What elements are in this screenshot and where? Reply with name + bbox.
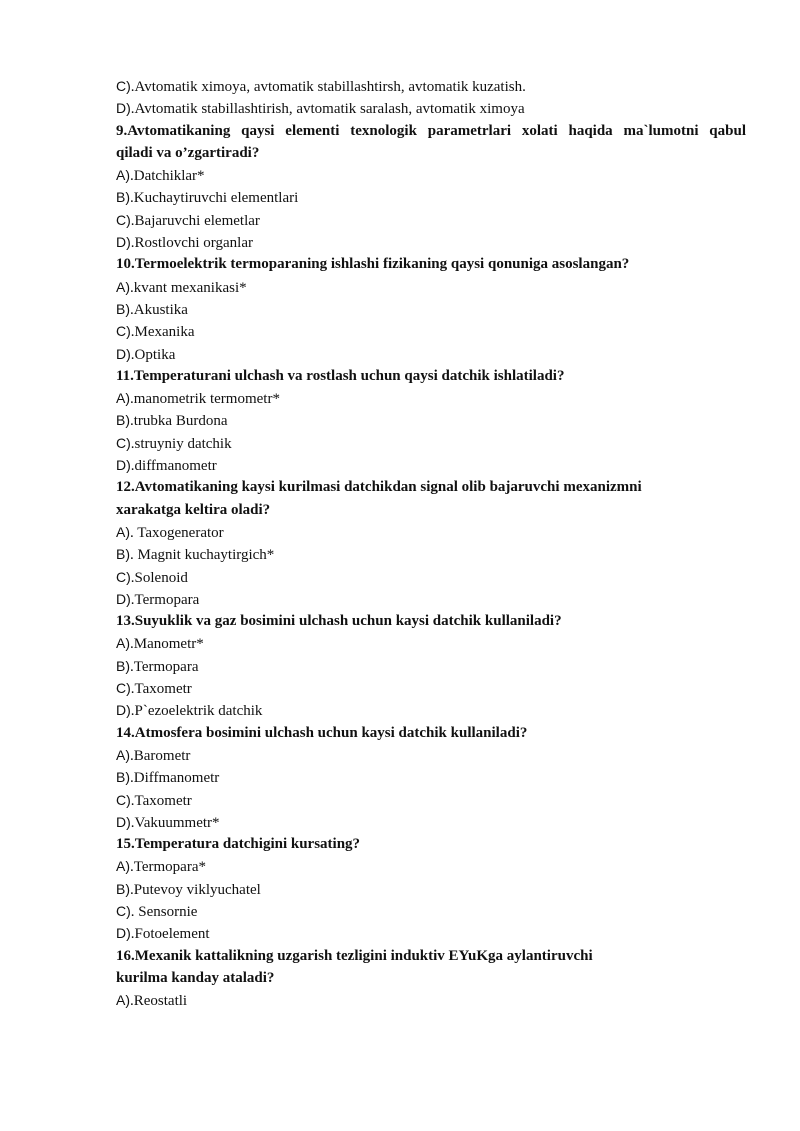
answer-option xyxy=(116,677,746,699)
option-text: .Mexanika xyxy=(130,324,195,341)
answer-option xyxy=(116,855,746,877)
option-letter: B) xyxy=(116,657,130,674)
option-text: .trubka Burdona xyxy=(130,413,228,430)
answer-option xyxy=(116,454,746,476)
option-letter: C) xyxy=(116,568,131,585)
answer-option xyxy=(116,276,746,298)
option-letter: D) xyxy=(116,925,131,942)
option-text: .Manometr* xyxy=(130,636,204,653)
option-letter: B) xyxy=(116,300,130,317)
answer-option xyxy=(116,298,746,320)
option-text: .Taxometr xyxy=(130,792,192,809)
option-text: .struyniy datchik xyxy=(130,435,232,452)
option-text: .Termopara xyxy=(130,658,199,675)
answer-option xyxy=(116,588,746,610)
answer-option xyxy=(116,521,746,543)
option-text: .Avtomatik ximoya, avtomatik stabillashtirsh, avtomatik kuzatish. xyxy=(130,79,526,95)
answer-option xyxy=(116,75,746,97)
answer-option xyxy=(116,878,746,900)
option-letter: B) xyxy=(116,189,130,206)
answer-option xyxy=(116,789,746,811)
option-letter: D) xyxy=(116,100,131,117)
option-letter: D) xyxy=(116,345,131,362)
option-letter: A) xyxy=(116,278,130,295)
option-letter: C) xyxy=(116,434,131,451)
answer-option xyxy=(116,343,746,365)
option-letter: B) xyxy=(116,412,130,429)
question-line: xarakatga keltira oladi? xyxy=(116,501,271,518)
answer-option xyxy=(116,632,746,654)
option-text: .Putevoy viklyuchatel xyxy=(130,881,261,898)
answer-option xyxy=(116,97,746,119)
option-letter: D) xyxy=(116,813,131,830)
option-text: .Kuchaytiruvchi elementlari xyxy=(130,190,299,207)
question-text xyxy=(116,722,746,744)
option-letter: C) xyxy=(116,78,131,94)
option-text: . Sensornie xyxy=(130,903,198,920)
option-text: .Solenoid xyxy=(130,569,188,586)
option-text: .Barometr xyxy=(130,747,191,764)
option-text: .kvant mexanikasi* xyxy=(130,279,247,296)
option-letter: D) xyxy=(116,457,131,474)
question-text xyxy=(116,365,746,387)
question-text xyxy=(116,833,746,855)
question-line: 14.Atmosfera bosimini ulchash uchun kaysi datchik kullaniladi? xyxy=(116,724,528,741)
answer-option xyxy=(116,699,746,721)
option-letter: D) xyxy=(116,702,131,719)
answer-option xyxy=(116,766,746,788)
answer-option xyxy=(116,409,746,431)
option-letter: A) xyxy=(116,858,130,875)
option-letter: C) xyxy=(116,902,131,919)
option-text: .Reostatli xyxy=(130,993,188,1010)
answer-option xyxy=(116,744,746,766)
question-line: 9.Avtomatikaning qaysi elementi texnologik parametrlari xolati haqida ma`lumotni qabul xyxy=(116,122,746,139)
question-text xyxy=(116,610,746,632)
option-text: .Bajaruvchi elemetlar xyxy=(130,212,260,229)
question-line: 16.Mexanik kattalikning uzgarish tezligini induktiv EYuKga aylantiruvchi xyxy=(116,947,593,964)
question-line: kurilma kanday ataladi? xyxy=(116,969,275,986)
option-letter: C) xyxy=(116,680,131,697)
option-text: .Taxometr xyxy=(130,681,192,698)
answer-option xyxy=(116,209,746,231)
answer-option xyxy=(116,432,746,454)
question-text xyxy=(116,945,746,990)
option-letter: A) xyxy=(116,167,130,184)
option-letter: B) xyxy=(116,880,130,897)
question-line: 11.Temperaturani ulchash va rostlash uchun qaysi datchik ishlatiladi? xyxy=(116,367,565,384)
option-letter: D) xyxy=(116,234,131,251)
answer-option xyxy=(116,655,746,677)
option-text: .manometrik termometr* xyxy=(130,391,280,408)
option-letter: A) xyxy=(116,390,130,407)
option-text: .Diffmanometr xyxy=(130,770,220,787)
option-letter: C) xyxy=(116,791,131,808)
option-letter: A) xyxy=(116,523,130,540)
answer-option xyxy=(116,186,746,208)
option-text: . Magnit kuchaytirgich* xyxy=(130,547,275,564)
question-line: 15.Temperatura datchigini kursating? xyxy=(116,836,361,853)
option-text: .Optika xyxy=(130,346,176,363)
option-letter: C) xyxy=(116,211,131,228)
answer-option xyxy=(116,231,746,253)
option-letter: A) xyxy=(116,635,130,652)
answer-option xyxy=(116,164,746,186)
question-line: 12.Avtomatikaning kaysi kurilmasi datchikdan signal olib bajaruvchi mexanizmni xyxy=(116,479,642,496)
option-letter: D) xyxy=(116,590,131,607)
answer-option xyxy=(116,543,746,565)
answer-option xyxy=(116,989,746,1011)
option-letter: A) xyxy=(116,746,130,763)
question-line: 13.Suyuklik va gaz bosimini ulchash uchun kaysi datchik kullaniladi? xyxy=(116,613,562,630)
option-letter: A) xyxy=(116,992,130,1009)
option-text: .Termopara* xyxy=(130,859,206,876)
option-text: .Akustika xyxy=(130,301,188,318)
option-text: .diffmanometr xyxy=(130,458,217,475)
answer-option xyxy=(116,566,746,588)
option-text: .Termopara xyxy=(130,591,200,608)
answer-option xyxy=(116,387,746,409)
answer-option xyxy=(116,320,746,342)
question-line: qiladi va o’zgartiradi? xyxy=(116,144,260,161)
answer-option xyxy=(116,900,746,922)
option-letter: B) xyxy=(116,546,130,563)
option-text: .Fotoelement xyxy=(130,926,210,943)
question-text xyxy=(116,253,746,275)
option-text: . Taxogenerator xyxy=(130,524,224,541)
question-line: 10.Termoelektrik termoparaning ishlashi fizikaning qaysi qonuniga asoslangan? xyxy=(116,256,630,273)
answer-option xyxy=(116,922,746,944)
option-letter: C) xyxy=(116,323,131,340)
question-text xyxy=(116,120,746,165)
option-text: .Avtomatik stabillashtirish, avtomatik saralash, avtomatik ximoya xyxy=(130,101,525,118)
option-text: .P`ezoelektrik datchik xyxy=(130,703,263,720)
option-letter: B) xyxy=(116,769,130,786)
question-text xyxy=(116,476,746,521)
document-page xyxy=(116,75,746,1011)
option-text: .Datchiklar* xyxy=(130,168,205,185)
answer-option xyxy=(116,811,746,833)
option-text: .Vakuummetr* xyxy=(130,814,220,831)
option-text: .Rostlovchi organlar xyxy=(130,235,253,252)
